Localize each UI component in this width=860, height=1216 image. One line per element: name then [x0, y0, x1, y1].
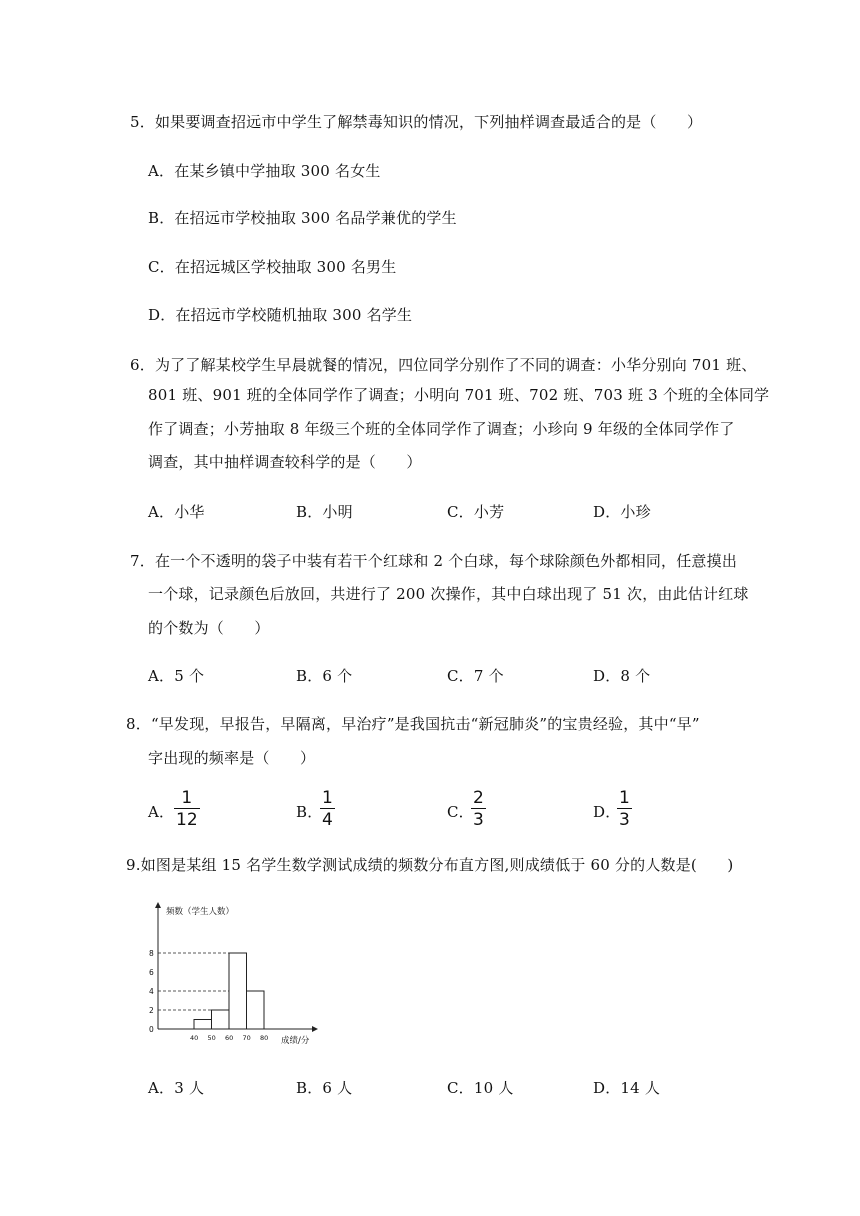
y-tick-label: 6: [149, 968, 154, 977]
q9-option-a: A．3 人: [148, 1079, 205, 1097]
q8-option-b-fraction: [320, 789, 335, 829]
x-tick-label: 60: [225, 1034, 234, 1042]
q8-option-c-label: C．: [447, 803, 474, 821]
x-tick-label: 40: [190, 1034, 199, 1042]
histogram-bar: [212, 1010, 230, 1029]
histogram-bar: [247, 991, 265, 1029]
q6-line-1: 6．为了了解某校学生早晨就餐的情况，四位同学分别作了不同的调查：小华分别向 701 班、: [130, 356, 757, 374]
q6-option-c: C．小芳: [447, 503, 505, 521]
x-tick-label: 80: [260, 1034, 269, 1042]
fraction-denominator: 3: [473, 810, 484, 830]
fraction-denominator: 12: [176, 810, 198, 830]
histogram-bar: [194, 1020, 212, 1030]
q6-option-d: D．小珍: [593, 503, 651, 521]
x-tick-label: 70: [242, 1034, 251, 1042]
q8-option-d-label: D．: [593, 803, 621, 821]
q5-option-c: C．在招远城区学校抽取 300 名男生: [148, 258, 397, 276]
y-tick-label: 2: [149, 1006, 154, 1015]
y-tick-label: 0: [149, 1025, 154, 1034]
q7-option-a: A．5 个: [148, 667, 205, 685]
fraction-bar: [174, 808, 200, 809]
fraction-denominator: 4: [322, 810, 333, 830]
q8-line-2: 字出现的频率是（ ）: [148, 749, 316, 767]
q8-option-a-fraction: [174, 789, 200, 829]
q8-option-d-fraction: [617, 789, 632, 829]
q9-option-d: D．14 人: [593, 1079, 661, 1097]
q8-line-1: 8．“早发现，早报告，早隔离，早治疗”是我国抗击“新冠肺炎”的宝贵经验，其中“早”: [126, 715, 700, 733]
q9-option-c: C．10 人: [447, 1079, 514, 1097]
x-tick-label: 50: [207, 1034, 216, 1042]
histogram-bar: [229, 953, 247, 1029]
y-tick-label: 8: [149, 949, 154, 958]
q6-option-b: B．小明: [296, 503, 353, 521]
q9-stem: 9.如图是某组 15 名学生数学测试成绩的频数分布直方图,则成绩低于 60 分的人数是( ): [126, 856, 734, 874]
q8-option-a-label: A．: [148, 803, 175, 821]
fraction-bar: [471, 808, 486, 809]
x-axis-arrow-icon: [312, 1026, 318, 1032]
y-axis-arrow-icon: [155, 902, 161, 908]
q6-line-3: 作了调查；小芳抽取 8 年级三个班的全体同学作了调查；小珍向 9 年级的全体同学作了: [148, 420, 735, 438]
q8-option-c-fraction: [471, 789, 486, 829]
frequency-histogram: [140, 898, 340, 1050]
fraction-numerator: 2: [473, 788, 484, 808]
q7-option-b: B．6 个: [296, 667, 353, 685]
q7-line-2: 一个球，记录颜色后放回，共进行了 200 次操作，其中白球出现了 51 次，由此估计红球: [148, 585, 749, 603]
q5-option-a: A．在某乡镇中学抽取 300 名女生: [148, 162, 381, 180]
q6-line-2: 801 班、901 班的全体同学作了调查；小明向 701 班、702 班、703 班 3 个班的全体同学: [148, 386, 770, 404]
x-axis-label: 成绩/分: [281, 1036, 310, 1046]
y-tick-label: 4: [149, 987, 154, 996]
fraction-denominator: 3: [619, 810, 630, 830]
q8-option-b-label: B．: [296, 803, 323, 821]
fraction-numerator: 1: [181, 788, 193, 808]
fraction-bar: [617, 808, 632, 809]
q6-option-a: A．小华: [148, 503, 205, 521]
y-axis-label: 频数（学生人数）: [166, 907, 235, 917]
fraction-numerator: 1: [619, 788, 630, 808]
fraction-bar: [320, 808, 335, 809]
fraction-numerator: 1: [322, 788, 333, 808]
q7-option-d: D．8 个: [593, 667, 651, 685]
q6-line-4: 调查，其中抽样调查较科学的是（ ）: [148, 453, 422, 471]
q5-option-b: B．在招远市学校抽取 300 名品学兼优的学生: [148, 209, 457, 227]
q9-option-b: B．6 人: [296, 1079, 353, 1097]
q5-stem: 5．如果要调查招远市中学生了解禁毒知识的情况，下列抽样调查最适合的是（ ）: [130, 113, 703, 131]
q7-option-c: C．7 个: [447, 667, 504, 685]
q5-option-d: D．在招远市学校随机抽取 300 名学生: [148, 306, 413, 324]
q7-line-1: 7．在一个不透明的袋子中装有若干个红球和 2 个白球，每个球除颜色外都相同，任意摸出: [130, 552, 738, 570]
q7-line-3: 的个数为（ ）: [148, 619, 270, 637]
